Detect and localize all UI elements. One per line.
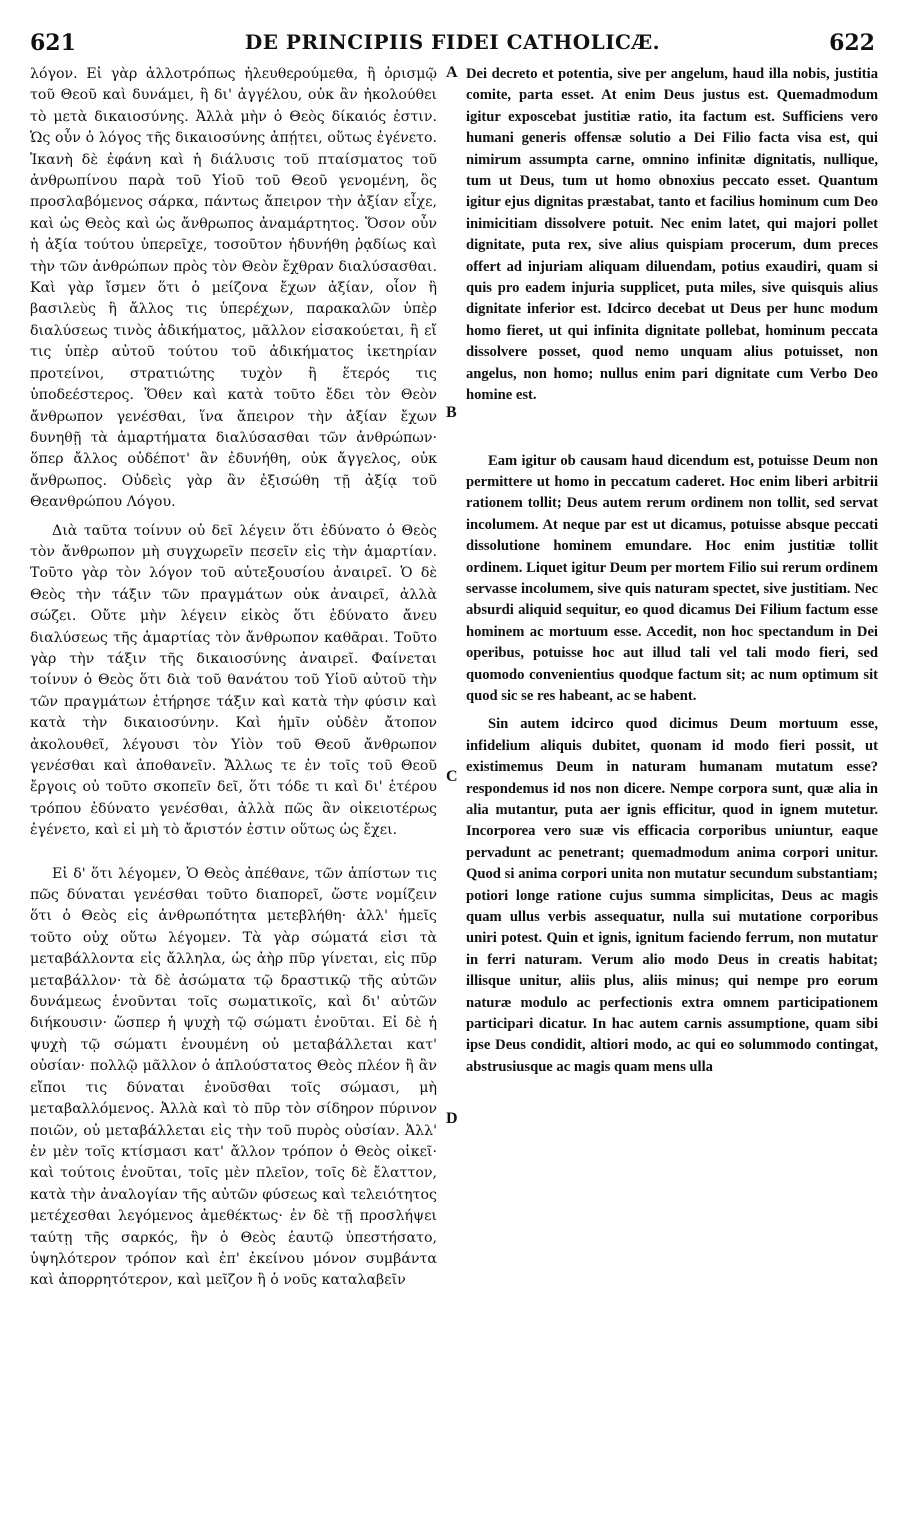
section-marker-c: C xyxy=(446,768,458,785)
page-number-left: 621 xyxy=(30,30,76,56)
latin-paragraph-2: Eam igitur ob causam haud dicendum est, potuisse Deum non permittere ut homo in peccatum caderet. Hoc enim liberi arbitrii rationem tollit; Deus autem rerum ordinem non tollit, sed servat incolumem. At neque par est ut dicamus, potuisse absque peccati dissolutione hominem emundare. Hoc enim justitiæ tollit ordinem. Liquet igitur Deum per mortem Filio sui rerum ordinem servasse incolumem, sive quis naturam spectet, sive justitiam. Nec absurdi aliquid sequitur, eo quod dicamus Dei Filium factum esse hominem ac mortuum esse. Accedit, non hoc spectandum in Dei operibus, potuisse hoc aut illud tali vel tali modo fieri, sed quomodo convenientius quodque factum sit; ac num optimum sit quod sic se res habeant, ac se habent. xyxy=(466,452,878,704)
latin-column xyxy=(466,64,878,1530)
running-title: DE PRINCIPIIS FIDEI CATHOLICÆ. xyxy=(244,30,661,54)
greek-paragraph-1: λόγον. Εἰ γὰρ ἀλλοτρόπως ἠλευθερούμεθα, ἢ ὁρισμῷ τοῦ Θεοῦ καὶ δυνάμει, ἢ δι' ἀγγέλου, οὐκ ἂν ἠκολούθει τὸ μετὰ δικαιοσύνης. Ἀλλὰ μὴν ὁ Θεὸς δίκαιός ἐστιν. Ὡς οὖν ὁ λόγος τῆς δικαιοσύνης ἀπῄτει, οὕτως ἐγένετο. Ἱκανὴ δὲ ἐφάνη καὶ ἡ διάλυσις τοῦ πταίσματος τοῦ ἀνθρωπίνου παρὰ τοῦ Υἱοῦ τοῦ Θεοῦ γενομένη, ὃς προσλαβόμενος σάρκα, πάντως ἄπειρον τὴν ἀξίαν εἶχε, καὶ ὡς Θεὸς καὶ ὡς ἄνθρωπος ἀναμάρτητος. Ὅσον οὖν ἡ ἀξία τούτου ὑπερεῖχε, τοσοῦτον ἠδυνήθη ῥᾳδίως καὶ τὴν τῶν ἀνθρώπων πρὸς τὸν Θεὸν ἔχθραν διαλύσασθαι. Καὶ γὰρ ἴσμεν ὅτι ὁ μείζονα ἔχων ἀξίαν, οἷον ἢ βασιλεὺς ἢ ἄλλος τις ὑπερέχων, παρακαλῶν ὑπὲρ διαλύσεως τινὸς ἀδικήματος, μᾶλλον εἰσακούεται, ἢ εἴ τις ὑπὲρ αὐτοῦ τούτου τοῦ ἀδικήματος ἱκετηρίαν προτείνοι, στρατιώτης τυχὸν ἢ ἕτερός τις ὑποδεέστερος. Ὅθεν καὶ κατὰ τοῦτο ἔδει τὸν Θεὸν ἄνθρωπον γενέσθαι, ἵνα ἄπειρον τὴν ἀξίαν ἔχων δυνηθῇ τὰ ἁμαρτήματα διαλύσασθαι τῶν ἀνθρώπων· ὅπερ ἄλλος οὐδέποτ' ἂν ἐδυνήθη, οὐκ ἄγγελος, οὐκ ἄνθρωπος. Οὐδεὶς γὰρ ἂν ἐξισώθη τῇ ἀξίᾳ τοῦ Θεανθρώπου Λόγου. xyxy=(30,66,437,511)
latin-paragraph-1: Dei decreto et potentia, sive per angelum, haud illa nobis, justitia comite, parta esset. At enim Deus justus est. Quemadmodum igitur exposcebat justitiæ ratio, ita factum est. Sufficiens vero humani generis offensæ solutio a Dei Filio facta visa est, qui nimirum assumpta carne, omnino infinitæ dignitatis, nullique, tum ut Deus, tum ut homo obnoxius peccato esset. Quantum igitur ejus dignitas præstabat, tanto et facilius hominum cum Deo inimicitiam dissolvere potuit. Nec enim latet, qui majori pollet dignitate, puta rex, sive alius quispiam procerum, dum preces offert ad injuriam aliquam diluendam, potius exaudiri, quam si quis pro eadem injuria supplicet, puta miles, sive quisquis alius dignitate inferior est. Idcirco decebat ut Deus per hunc modum homo fieret, ut qui infinita dignitate pollebat, hominum peccata dissolvere posset, quod nemo unquam alius potuisset, non angelus, non homo; nullus enim pari dignitate cum Verbo Deo homine est. xyxy=(466,66,878,404)
latin-paragraph-3: Sin autem idcirco quod dicimus Deum mortuum esse, infidelium aliquis dubitet, quonam id modo fieri possit, ut existimemus Deum in naturam humanam mutatum esse? respondemus id nos non dicere. Nempe corpora sunt, quæ alia in alia mutantur, puta aer ignis efficitur, quod in ignem mutetur. Incorporea vero suæ vis efficacia corporibus uniuntur, eaque pervadunt ac penetrant; quemadmodum anima corpori unitur. Quod si anima corpori unita non mutatur secundum substantiam; potiori longe ratione cujus summa simplicitas, Deus ac magis quam ullus verbis assequatur, nulla sui mutatione corporibus uniri potest. Quin et ignis, ignitum faciendo ferrum, non mutatur in ferri naturam. Verum alio modo Deus in creatis habitat; illisque unitur, aliis plus, aliis minus; qui nempe pro eorum naturæ modulo ac perfectionis extra omnem participationem participari dicatur. In hac autem carnis assumptione, quam sibi ipse Deus condidit, altiori modo, ac qui eo solummodo contingat, abstrusiusque ac magis quam mens ulla xyxy=(466,716,878,1075)
greek-column xyxy=(30,64,437,1530)
section-marker-a: A xyxy=(446,64,458,81)
greek-paragraph-3: Εἰ δ' ὅτι λέγομεν, Ὁ Θεὸς ἀπέθανε, τῶν ἀπίστων τις πῶς δύναται γενέσθαι τοῦτο διαπορεῖ, ὥστε νομίζειν ὅτι ὁ Θεὸς εἰς ἀνθρωπότητα μετεβλήθη· ἀλλ' ἡμεῖς τοῦτο οὐχ οὕτω λέγομεν. Τὰ γὰρ σώματά εἰσι τὰ μεταβάλλοντα εἰς ἄλληλα, ὡς ἀὴρ πῦρ γίνεται, εἰς πῦρ μεταβάλλον· τὰ δὲ ἀσώματα τῷ δραστικῷ τῆς αὐτῶν δυνάμεως ἑνοῦνται τοῖς σωματικοῖς, καὶ δι' αὐτῶν διήκουσιν· ὥσπερ ἡ ψυχὴ τῷ σώματι ἑνοῦται. Εἰ δὲ ἡ ψυχὴ τῷ σώματι ἑνουμένη οὐ μεταβάλλεται κατ' οὐσίαν· πολλῷ μᾶλλον ὁ ἁπλούστατος Θεὸς πλέον ἢ ἂν εἴποι τις δύναται ἑνοῦσθαι τοῖς σώμασι, μὴ μεταβαλλόμενος. Ἀλλὰ καὶ τὸ πῦρ τὸν σίδηρον πύρινον ποιῶν, οὐ μεταβάλλεται εἰς τὴν τοῦ πυρὸς οὐσίαν. Ἀλλ' ἐν μὲν τοῖς κτίσμασι κατ' ἄλλον τρόπον ὁ Θεὸς οἰκεῖ· καὶ τούτοις ἑνοῦται, τοῖς μὲν πλεῖον, τοῖς δὲ ἔλαττον, κατὰ τὴν ἀναλογίαν τῆς αὐτῶν φύσεως καὶ τελειότητος μετέχεσθαι λεγόμενος ἀμεθέκτως· ἐν δὲ τῇ προσλήψει ταύτῃ τῆς σαρκός, ἣν ὁ Θεὸς ἑαυτῷ ὑπεστήσατο, ὑψηλότερον τρόπον καὶ ἐπ' ἐκείνου μόνον συμβάντα καὶ ἀπορρητότερον, καὶ μεῖζον ἢ ὁ νοῦς καταλαβεῖν xyxy=(30,865,437,1289)
section-marker-b: B xyxy=(446,404,457,421)
greek-paragraph-2: Διὰ ταῦτα τοίνυν οὐ δεῖ λέγειν ὅτι ἐδύνατο ὁ Θεὸς τὸν ἄνθρωπον μὴ συγχωρεῖν πεσεῖν εἰς τὴν ἁμαρτίαν. Τοῦτο γὰρ τὸν λόγον τοῦ αὐτεξουσίου ἀναιρεῖ. Ὁ δὲ Θεὸς τὴν τάξιν τῶν πραγμάτων οὐκ ἀναιρεῖ, ἀλλὰ σώζει. Οὔτε μὴν λέγειν εἰκὸς ὅτι ἐδύνατο ἄνευ διαλύσεως τῆς ἁμαρτίας τὸν ἄνθρωπον καθᾶραι. Τοῦτο γὰρ τὴν τάξιν τῆς δικαιοσύνης ἀναιρεῖ. Φαίνεται τοίνυν ὁ Θεὸς ὅτι διὰ τοῦ θανάτου τοῦ Υἱοῦ αὐτοῦ τὴν τῶν πραγμάτων ἐτήρησε τάξιν καὶ κατὰ τὴν φύσιν καὶ κατὰ τὴν δικαιοσύνην. Καὶ ἡμῖν οὐδὲν ἄτοπον ἀκολουθεῖ, λέγουσι τὸν Υἱὸν τοῦ Θεοῦ ἄνθρωπον γενέσθαι καὶ ἀποθανεῖν. Ἄλλως τε ἐν τοῖς τοῦ Θεοῦ ἔργοις οὐ τοῦτο σκοπεῖν δεῖ, ὅτι τόδε τι καὶ δι' ἑτέρου τρόπου ἐδύνατο γενέσθαι, ἀλλὰ πῶς ἂν οἰκειοτέρως ἐγένετο, καὶ εἰ μὴ τὸ ἄριστόν ἐστιν οὕτως ὡς ἔχει. xyxy=(30,522,437,839)
page-header xyxy=(30,30,875,60)
page-number-right: 622 xyxy=(829,30,875,56)
section-marker-d: D xyxy=(446,1110,458,1127)
